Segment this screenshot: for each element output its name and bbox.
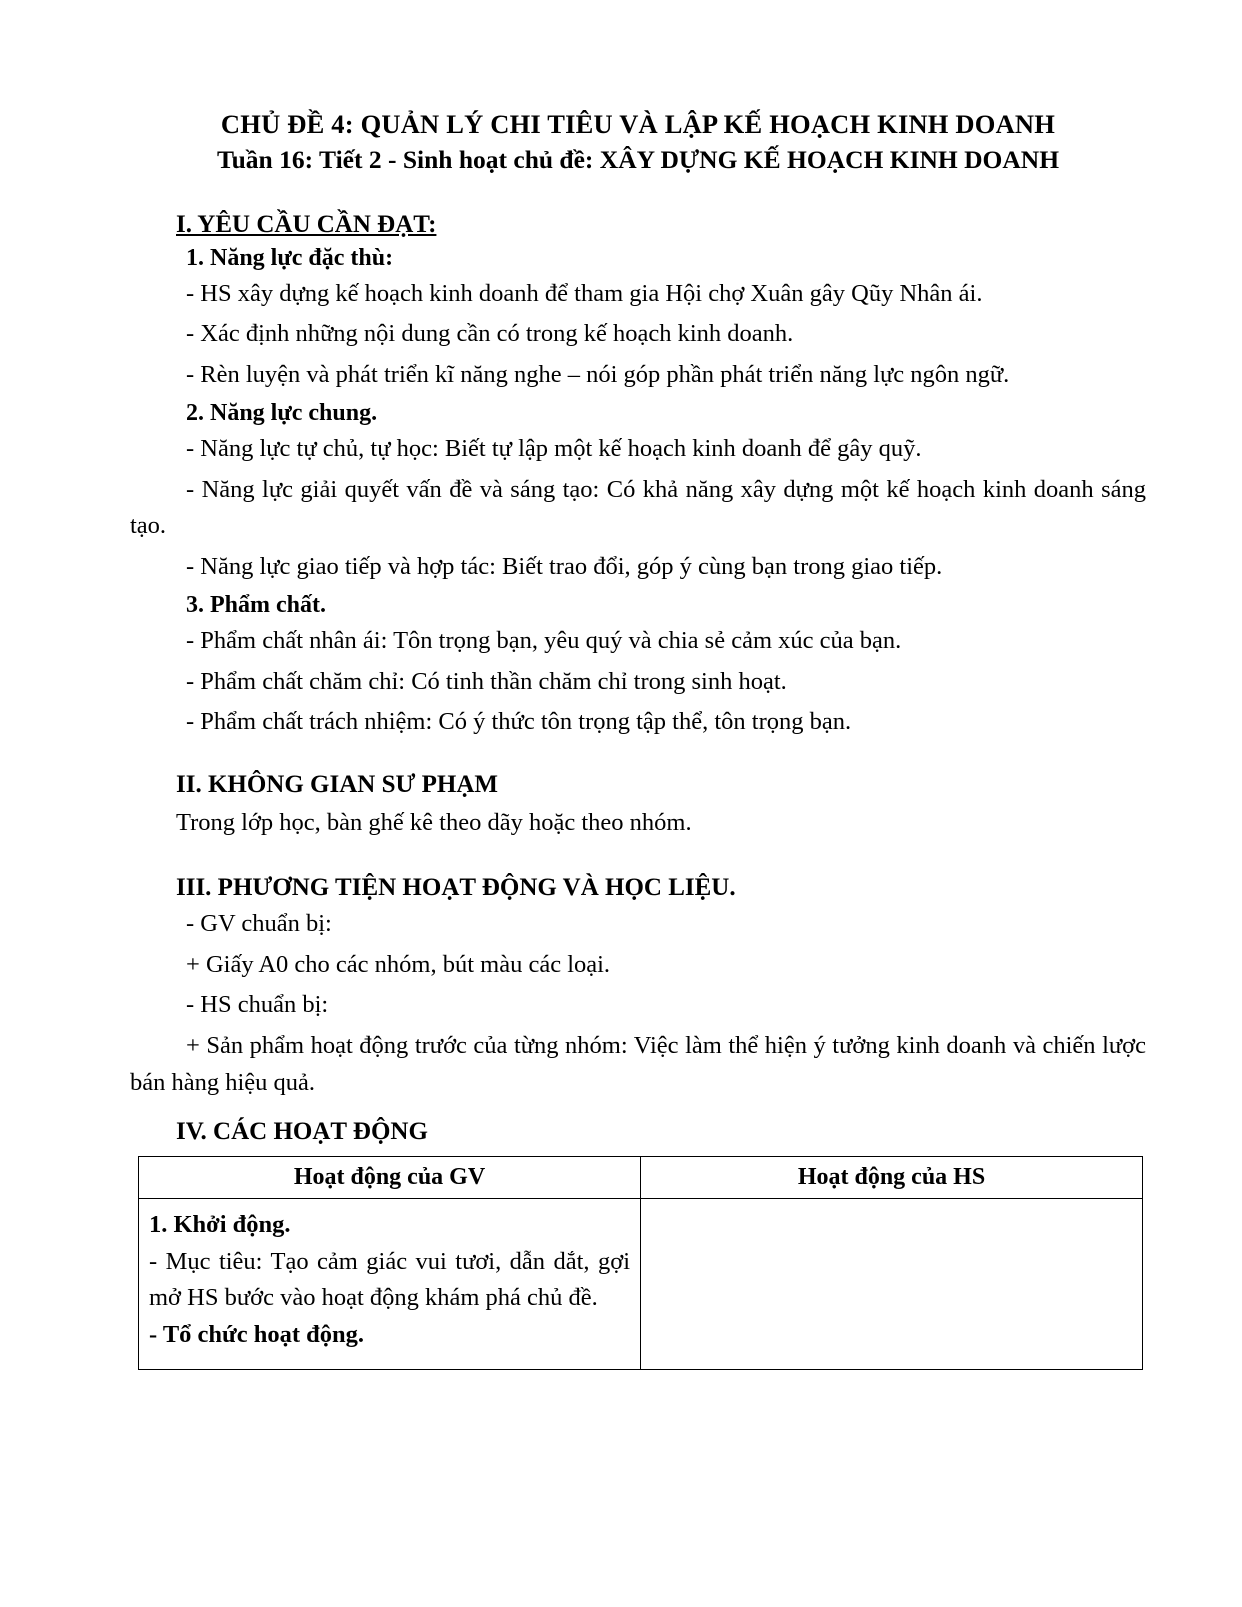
text-line: + Sản phẩm hoạt động trước của từng nhóm: Việc làm thể hiện ý tưởng kinh doanh và chiến lược bán hàng hiệu quả.: [130, 1032, 1146, 1096]
activities-table: [138, 1156, 1143, 1370]
page-title: CHỦ ĐỀ 4: QUẢN LÝ CHI TIÊU VÀ LẬP KẾ HOẠCH KINH DOANH: [220, 109, 1056, 139]
text-line: - Năng lực giải quyết vấn đề và sáng tạo: Có khả năng xây dựng một kế hoạch kinh doanh sáng tạo.: [130, 475, 1146, 540]
section-heading-2: II. KHÔNG GIAN SƯ PHẠM: [176, 771, 498, 799]
section-heading-4: IV. CÁC HOẠT ĐỘNG: [176, 1117, 428, 1145]
section-heading-3: III. PHƯƠNG TIỆN HOẠT ĐỘNG VÀ HỌC LIỆU.: [176, 873, 736, 901]
text-line: - Năng lực giao tiếp và hợp tác: Biết trao đổi, góp ý cùng bạn trong giao tiếp.: [186, 553, 943, 581]
text-line: Trong lớp học, bàn ghế kê theo dãy hoặc theo nhóm.: [176, 809, 692, 837]
cell-hs-activity: [641, 1198, 1143, 1369]
section-heading-1: I. YÊU CẦU CẦN ĐẠT:: [176, 210, 437, 238]
column-header-hs: Hoạt động của HS: [641, 1156, 1143, 1198]
cell-gv-activity: [139, 1198, 641, 1369]
text-line: - Xác định những nội dung cần có trong kế hoạch kinh doanh.: [186, 320, 794, 348]
title-block: [130, 108, 1146, 177]
text-line: - Phẩm chất trách nhiệm: Có ý thức tôn trọng tập thể, tôn trọng bạn.: [186, 708, 852, 736]
subheading-nang-luc-chung: 2. Năng lực chung.: [186, 399, 378, 426]
text-line: + Giấy A0 cho các nhóm, bút màu các loại.: [186, 950, 611, 978]
text-line: - HS chuẩn bị:: [186, 991, 329, 1019]
subheading-pham-chat: 3. Phẩm chất.: [186, 591, 326, 618]
cell-line-organize: - Tổ chức hoạt động.: [149, 1321, 365, 1349]
cell-line-heading: 1. Khởi động.: [149, 1210, 291, 1238]
text-line: - Phẩm chất nhân ái: Tôn trọng bạn, yêu quý và chia sẻ cảm xúc của bạn.: [186, 626, 902, 654]
subheading-nang-luc-dac-thu: 1. Năng lực đặc thù:: [186, 244, 394, 271]
text-line: - HS xây dựng kế hoạch kinh doanh để tham gia Hội chợ Xuân gây Qũy Nhân ái.: [186, 279, 983, 307]
text-line: - Phẩm chất chăm chỉ: Có tinh thần chăm chỉ trong sinh hoạt.: [186, 667, 787, 695]
column-header-gv: Hoạt động của GV: [139, 1156, 641, 1198]
cell-line-objective: - Mục tiêu: Tạo cảm giác vui tươi, dẫn dắt, gợi mở HS bước vào hoạt động khám phá chủ đề.: [149, 1248, 630, 1311]
text-line: - Rèn luyện và phát triển kĩ năng nghe – nói góp phần phát triển năng lực ngôn ngữ.: [186, 361, 1010, 389]
table-header-row: [139, 1156, 1143, 1198]
page-subtitle: Tuần 16: Tiết 2 - Sinh hoạt chủ đề: XÂY DỰNG KẾ HOẠCH KINH DOANH: [216, 144, 1060, 174]
text-line: - Năng lực tự chủ, tự học: Biết tự lập một kế hoạch kinh doanh để gây quỹ.: [186, 434, 922, 462]
table-row: [139, 1198, 1143, 1369]
text-line: - GV chuẩn bị:: [186, 909, 332, 937]
